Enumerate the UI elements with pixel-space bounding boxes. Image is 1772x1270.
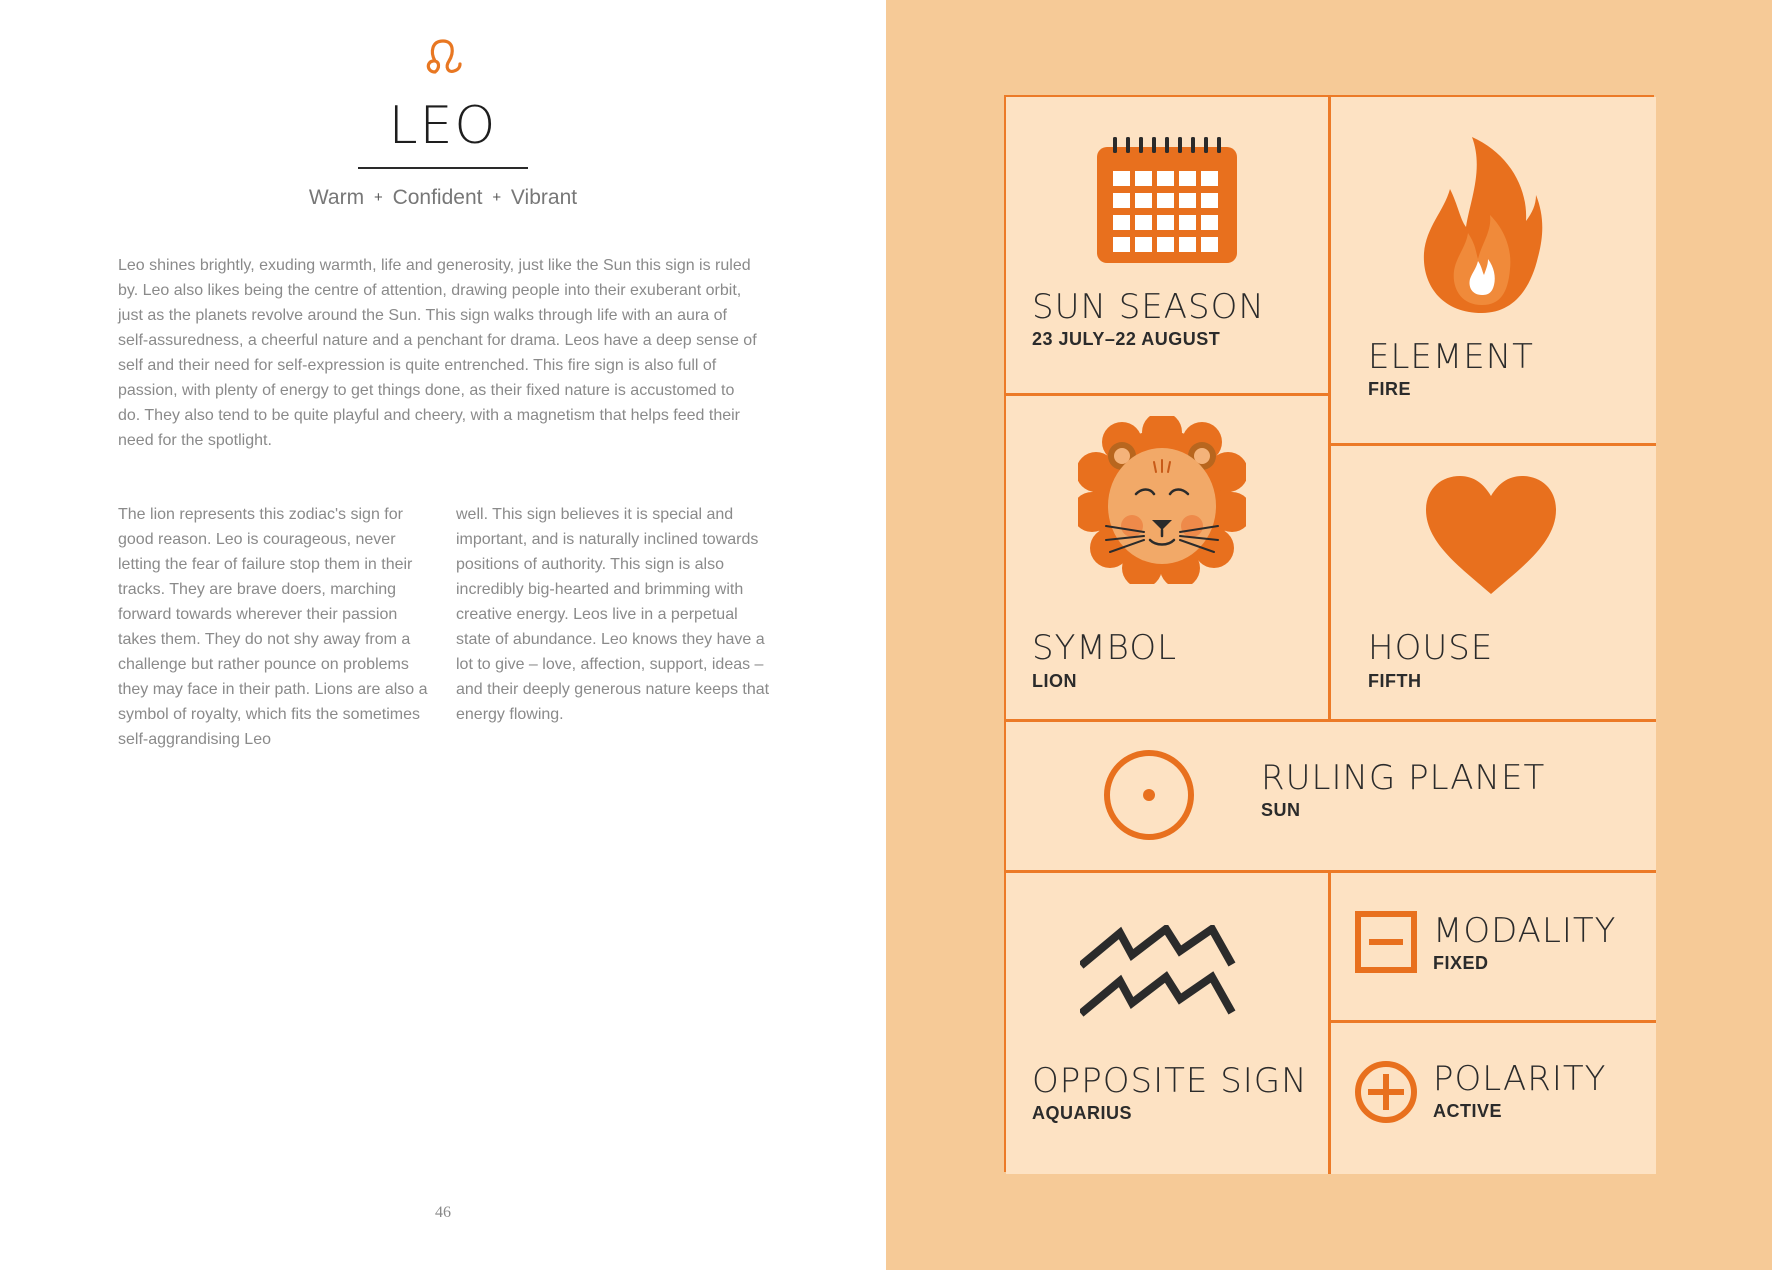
minus-box-icon [1355,911,1417,973]
facts-grid [1004,95,1654,1172]
sun-symbol-icon [1102,748,1196,842]
house-value: FIFTH [1368,671,1422,691]
aquarius-icon [1080,925,1236,1021]
right-page [886,0,1772,1270]
symbol-value: LION [1032,671,1077,691]
subtitle-word-confident: Confident [392,186,483,209]
polarity-title: POLARITY [1433,1059,1607,1099]
opposite-sign-card [1006,873,1328,1174]
fire-icon [1420,135,1544,315]
house-title: HOUSE [1368,628,1494,668]
page-number: 46 [435,1204,451,1221]
polarity-card [1331,1023,1656,1174]
subtitle-separator: + [373,189,383,206]
sun-season-card [1006,97,1328,393]
ruling-planet-value: SUN [1261,800,1301,820]
calendar-icon [1095,135,1239,265]
lion-icon [1078,416,1246,584]
sun-season-title: SUN SEASON [1032,287,1265,327]
body-column-1: The lion represents this zodiac's sign for good reason. Leo is courageous, never letting the fear of failure stop them in their tracks. They are brave doers, marching forward towards wherever their passion takes them. They do not shy away from a challenge but rather pounce on problems they may face in their path. Lions are also a symbol of royalty, which fits the sometimes self-aggrandising Leo [118,506,428,748]
sun-season-value: 23 JULY–22 AUGUST [1032,329,1221,349]
title-underline [358,167,528,169]
element-value: FIRE [1368,379,1412,399]
modality-card [1331,873,1656,1020]
ruling-planet-card [1006,722,1656,870]
opposite-sign-value: AQUARIUS [1032,1103,1133,1123]
subtitle-word-vibrant: Vibrant [510,186,578,209]
element-card [1331,97,1656,443]
house-card [1331,446,1656,719]
opposite-sign-title: OPPOSITE SIGN [1032,1061,1308,1101]
element-title: ELEMENT [1368,337,1534,377]
ruling-planet-title: RULING PLANET [1261,758,1546,798]
subtitle-separator: + [492,189,502,206]
subtitle-word-warm: Warm [308,186,365,209]
polarity-value: ACTIVE [1433,1101,1503,1121]
symbol-title: SYMBOL [1032,628,1178,668]
modality-title: MODALITY [1433,911,1617,951]
leo-symbol-icon [420,36,466,76]
heart-icon [1424,474,1558,596]
symbol-card [1006,396,1328,719]
intro-paragraph: Leo shines brightly, exuding warmth, life and generosity, just like the Sun this sign is ruled by. Leo also likes being the centre of attention, drawing people into their exuberant orbit, just as the planets revolve around the Sun. This sign walks through life with an aura of self-assuredness, a cheerful nature and a penchant for drama. Leos have a deep sense of self and their need for self-expression is quite entrenched. This fire sign is also full of passion, with plenty of energy to get things done, as their fixed nature is accustomed to do. They also tend to be quite playful and cheery, with a magnetism that helps feed their need for the spotlight. [118,257,757,449]
page-title: LEO [388,96,498,156]
modality-value: FIXED [1433,953,1489,973]
subtitle [0,186,886,210]
plus-circle-icon [1355,1061,1417,1123]
body-column-2: well. This sign believes it is special and important, and is naturally inclined towards positions of authority. This sign is also incredibly big-hearted and brimming with creative energy. Leos live in a perpetual state of abundance. Leo knows they have a lot to give – love, affection, support, ideas – and their deeply generous nature keeps that energy flowing. [456,506,770,723]
